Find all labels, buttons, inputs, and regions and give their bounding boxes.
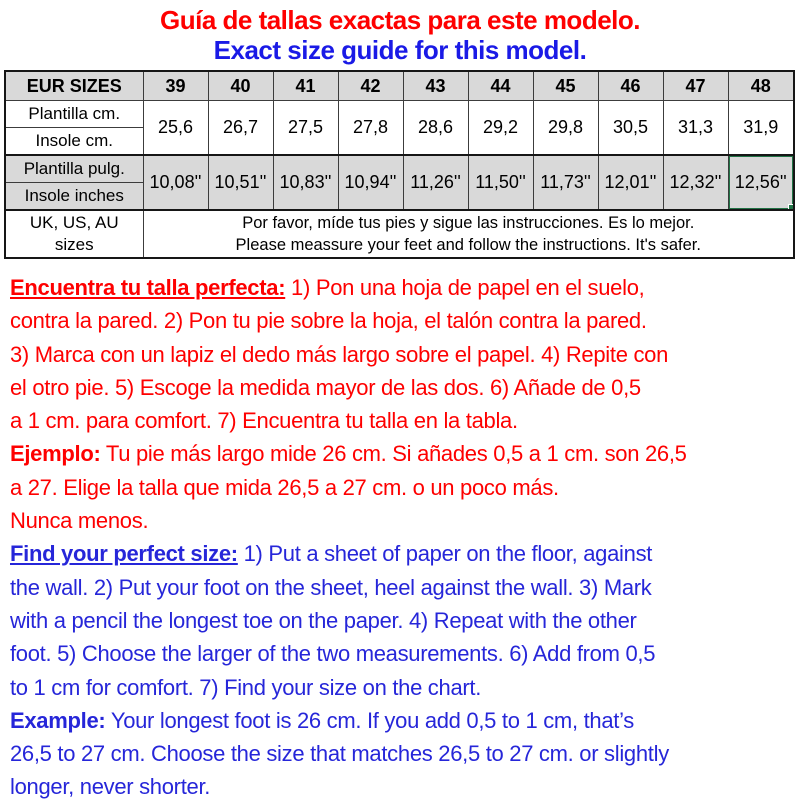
insole-cm-cell-39: 25,6	[143, 101, 208, 156]
insole-inches-cell-44: 11,50''	[468, 155, 533, 210]
eur-size-cell-41: 41	[273, 71, 338, 101]
insole-cm-cell-43: 28,6	[403, 101, 468, 156]
insole-cm-cell-46: 30,5	[598, 101, 663, 156]
page-title-spanish: Guía de tallas exactas para este modelo.	[159, 5, 640, 35]
measure-note-cell	[143, 210, 794, 258]
eur-size-cell-40: 40	[208, 71, 273, 101]
insole-inches-cell-45: 11,73''	[533, 155, 598, 210]
measure-note-spanish: Por favor, míde tus pies y sigue las instrucciones. Es lo mejor.	[242, 214, 695, 232]
insole-inches-value-48: 12,56''	[734, 172, 787, 192]
text-line: with a pencil the longest toe on the paper. 4) Repeat with the other	[10, 607, 637, 633]
table-row-insole-cm-label1	[5, 101, 794, 128]
insole-inches-cell-41: 10,83''	[273, 155, 338, 210]
text-line: 26,5 to 27 cm. Choose the size that matches 26,5 to 27 cm. or slightly	[10, 741, 669, 767]
eur-size-cell-44: 44	[468, 71, 533, 101]
label-uk-us-au-line1: UK, US, AU	[29, 213, 119, 232]
text-line: to 1 cm for comfort. 7) Find your size on the chart.	[10, 674, 482, 700]
text-line: Find your perfect size: 1) Put a sheet of paper on the floor, against	[10, 541, 653, 567]
eur-size-cell-45: 45	[533, 71, 598, 101]
eur-size-cell-48: 48	[728, 71, 794, 101]
insole-cm-cell-48: 31,9	[728, 101, 794, 156]
eur-size-cell-43: 43	[403, 71, 468, 101]
text-line: contra la pared. 2) Pon tu pie sobre la hoja, el talón contra la pared.	[10, 308, 647, 334]
text-line: longer, never shorter.	[10, 774, 211, 800]
insole-inches-cell-40: 10,51''	[208, 155, 273, 210]
eur-size-cell-42: 42	[338, 71, 403, 101]
label-uk-us-au-sizes	[5, 210, 143, 258]
text-line: Nunca menos.	[10, 508, 149, 534]
label-insole-inches: Insole inches	[5, 183, 143, 211]
insole-inches-cell-46: 12,01''	[598, 155, 663, 210]
eur-size-cell-47: 47	[663, 71, 728, 101]
insole-cm-cell-45: 29,8	[533, 101, 598, 156]
insole-inches-cell-39: 10,08''	[143, 155, 208, 210]
table-row-insole-inches-label1	[5, 155, 794, 183]
text-line: Encuentra tu talla perfecta: 1) Pon una hoja de papel en el suelo,	[10, 275, 645, 300]
text-line: 3) Marca con un lapiz el dedo más largo sobre el papel. 4) Repite con	[10, 341, 669, 367]
eur-size-cell-46: 46	[598, 71, 663, 101]
selected-cell-insole-inches-48	[728, 155, 794, 210]
text-line: foot. 5) Choose the larger of the two measurements. 6) Add from 0,5	[10, 641, 656, 667]
text-line: a 27. Elige la talla que mida 26,5 a 27 cm. o un poco más.	[10, 474, 559, 500]
insole-inches-cell-43: 11,26''	[403, 155, 468, 210]
insole-cm-cell-47: 31,3	[663, 101, 728, 156]
insole-cm-cell-42: 27,8	[338, 101, 403, 156]
instructions-english	[10, 537, 800, 800]
instructions-spanish	[10, 271, 800, 537]
insole-cm-cell-40: 26,7	[208, 101, 273, 156]
label-plantilla-pulg: Plantilla pulg.	[5, 155, 143, 183]
measure-note-english: Please meassure your feet and follow the instructions. It's safer.	[235, 236, 701, 254]
insole-cm-cell-41: 27,5	[273, 101, 338, 156]
label-insole-cm: Insole cm.	[5, 128, 143, 156]
text-line: el otro pie. 5) Escoge la medida mayor de las dos. 6) Añade de 0,5	[10, 374, 641, 400]
table-row-uk-us-au	[5, 210, 794, 258]
text-line: Example: Your longest foot is 26 cm. If you add 0,5 to 1 cm, that’s	[10, 707, 634, 733]
insole-inches-cell-42: 10,94''	[338, 155, 403, 210]
text-line: the wall. 2) Put your foot on the sheet, heel against the wall. 3) Mark	[10, 574, 652, 600]
insole-cm-cell-44: 29,2	[468, 101, 533, 156]
eur-size-cell-39: 39	[143, 71, 208, 101]
instructions-section	[10, 271, 800, 800]
text-line: Ejemplo: Tu pie más largo mide 26 cm. Si añades 0,5 a 1 cm. son 26,5	[10, 441, 687, 467]
text-line: a 1 cm. para comfort. 7) Encuentra tu talla en la tabla.	[10, 408, 518, 434]
size-table	[4, 70, 795, 259]
label-plantilla-cm: Plantilla cm.	[5, 101, 143, 128]
page-title-english: Exact size guide for this model.	[213, 35, 587, 65]
eur-sizes-header-cell: EUR SIZES	[5, 71, 143, 101]
label-uk-us-au-line2: sizes	[54, 235, 94, 254]
table-row-eur-sizes	[5, 71, 794, 101]
insole-inches-cell-47: 12,32''	[663, 155, 728, 210]
